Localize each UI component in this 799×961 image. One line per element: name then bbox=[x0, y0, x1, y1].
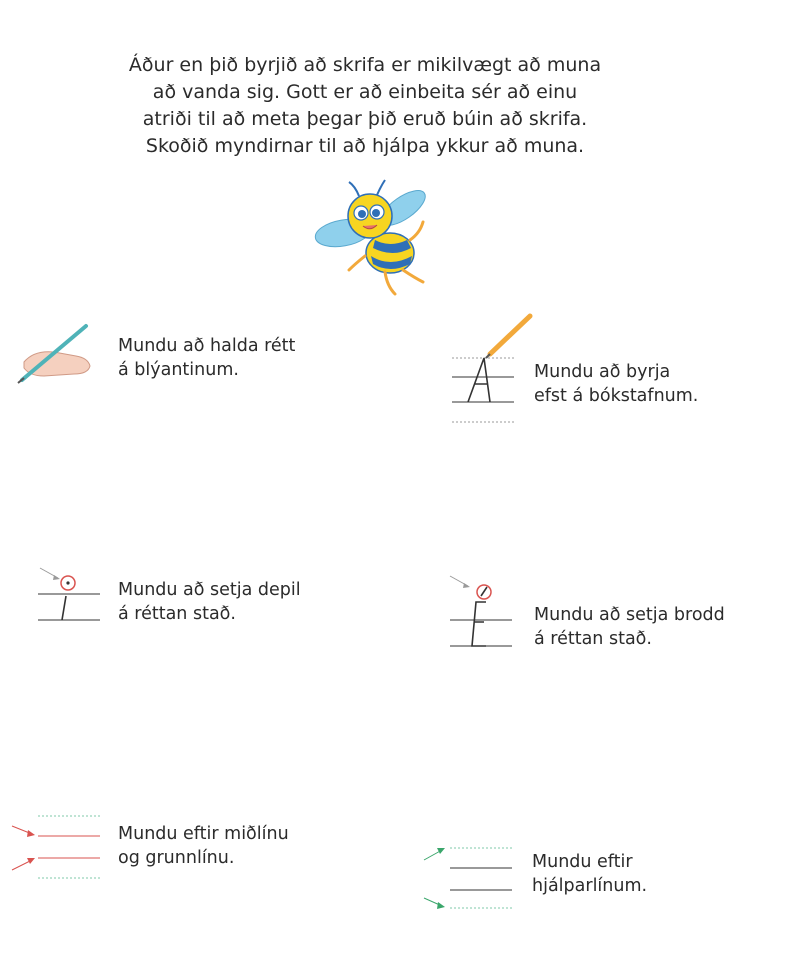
tip-line: Mundu eftir bbox=[532, 852, 633, 872]
letter-a-with-pencil-icon bbox=[450, 314, 520, 426]
intro-line: að vanda sig. Gott er að einbeita sér að einu bbox=[152, 81, 578, 103]
tip-place-dot bbox=[118, 578, 301, 626]
tip-helper-lines bbox=[532, 850, 647, 898]
intro-line: Skoðið myndirnar til að hjálpa ykkur að muna. bbox=[145, 135, 585, 157]
tip-midline-baseline bbox=[118, 822, 289, 870]
tip-line: Mundu eftir miðlínu bbox=[118, 824, 289, 844]
tip-line: á réttan stað. bbox=[118, 604, 236, 624]
tip-line: og grunnlínu. bbox=[118, 848, 235, 868]
tip-line: Mundu að setja depil bbox=[118, 580, 301, 600]
letter-i-dot-icon bbox=[34, 566, 104, 636]
tip-line: Mundu að halda rétt bbox=[118, 336, 296, 356]
helper-lines-icon bbox=[420, 842, 516, 914]
intro-line: atriði til að meta þegar þið eruð búin að skrifa. bbox=[142, 108, 588, 130]
intro-text bbox=[100, 52, 630, 160]
hand-holding-pencil-icon bbox=[14, 322, 100, 384]
letter-e-accent-icon bbox=[446, 574, 516, 652]
tip-place-accent bbox=[534, 603, 725, 651]
tip-line: á blýantinum. bbox=[118, 360, 239, 380]
tip-pencil-grip bbox=[118, 334, 295, 382]
bee-mascot-icon bbox=[315, 178, 445, 303]
tip-line: efst á bókstafnum. bbox=[534, 386, 699, 406]
tip-line: Mundu að byrja bbox=[534, 362, 671, 382]
tip-line: Mundu að setja brodd bbox=[534, 605, 725, 625]
intro-line: Áður en þið byrjið að skrifa er mikilvægt að muna bbox=[128, 54, 602, 76]
tip-start-top bbox=[534, 360, 698, 408]
tip-line: á réttan stað. bbox=[534, 629, 652, 649]
tip-line: hjálparlínum. bbox=[532, 876, 648, 896]
midline-baseline-icon bbox=[8, 812, 102, 884]
